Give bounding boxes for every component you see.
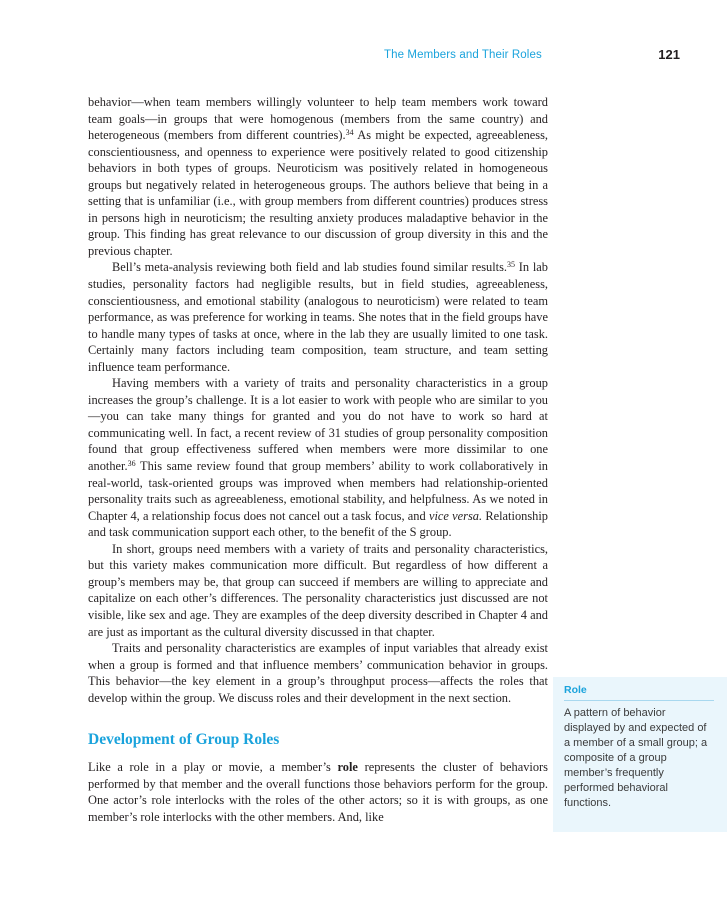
- running-head: The Members and Their Roles: [384, 49, 542, 61]
- paragraph-1-text-b: As might be expected, agreeableness, conscientiousness, and openness to experience were positively related to good citizenship behaviors in both types of groups. Neuroticism was positively related in homogeneous groups but negatively related in heterogeneous groups. The authors believe that being in a setting that is unfamiliar (i.e., with group members from different countries) produces stress in persons high in neuroticism; the resulting anxiety produces maladaptive behavior in the group. This finding has great relevance to our discussion of group diversity in this and the previous chapter.: [88, 128, 548, 258]
- paragraph-3-text-a: Having members with a variety of traits and personality characteristics in a group increases the group’s challenge. It is a lot easier to work with people who are similar to you—you can take many things for granted and you do not have to work so hard at communicating well. In fact, a recent review of 31 studies of group personality composition found that group effectiveness suffered when members were more dissimilar to one another.: [88, 376, 548, 474]
- glossary-term: Role: [564, 684, 714, 701]
- paragraph-2: [88, 259, 548, 375]
- paragraph-4: In short, groups need members with a variety of traits and personality characteristics, but this variety makes communication more difficult. But regardless of how different a group’s members may be, that group can succeed if members are willing to appreciate and capitalize on each other’s differences. The personality characteristics just discussed are not visible, like sex and age. They are examples of the deep diversity described in Chapter 4 and are just as important as the cultural diversity discussed in that chapter.: [88, 541, 548, 639]
- footnote-ref-34[interactable]: 34: [345, 128, 354, 138]
- paragraph-5: Traits and personality characteristics are examples of input variables that already exist when a group is formed and that influence members’ communication behavior in groups. This behavior—the key element in a group’s throughput process—affects the roles that develop within the group. We discuss roles and their development in the next section.: [88, 641, 548, 705]
- paragraph-6-text-a: Like a role in a play or movie, a member’s: [88, 760, 338, 775]
- paragraph-2-text-b: In lab studies, personality factors had negligible results, but in field studies, agreeableness, conscientiousness, and emotional stability (analogous to neuroticism) were related to team performance, as was preference for working in teams. She notes that in the field groups have to handle many types of tasks at once, where in the lab they are usually limited to one task. Certainly many factors including team composition, team structure, and team setting influence team performance.: [88, 260, 548, 374]
- paragraph-3-text-c: Relationship and task communication support each other, to the benefit of the S group.: [88, 508, 548, 540]
- paragraph-1-text-a: behavior—when team members willingly volunteer to help team members work toward team goals—in groups that were homogenous (members from the same country) and heterogeneous (members from different countries).: [88, 95, 548, 143]
- paragraph-2-text-a: Bell’s meta-analysis reviewing both field and lab studies found similar results.: [112, 260, 508, 275]
- paragraph-1: [88, 94, 548, 259]
- glossary-sidebar: [553, 677, 727, 832]
- paragraph-3: [88, 375, 548, 540]
- footnote-ref-35[interactable]: 35: [507, 260, 516, 270]
- page-number: 121: [658, 47, 680, 62]
- paragraph-6: [88, 759, 548, 825]
- glossary-definition: A pattern of behavior displayed by and expected of a member of a small group; a composite of a group member’s frequently performed behavioral functions.: [564, 707, 708, 809]
- paragraph-6-text-b: represents the cluster of behaviors performed by that member and the overall functions those behaviors perform for the group. One actor’s role interlocks with the roles of the other actors; so it is with groups, as one member’s role interlocks with the other members. And, like: [88, 760, 548, 824]
- main-text-column: [88, 94, 548, 825]
- glossary-entry: [564, 684, 714, 811]
- section-heading: Development of Group Roles: [88, 731, 280, 749]
- footnote-ref-36[interactable]: 36: [127, 459, 136, 469]
- key-term-role: role: [337, 760, 358, 775]
- paragraph-3-text-b: This same review found that group members’ ability to work collaboratively in real-world, task-oriented groups was improved when members had relationship-oriented personality traits such as agreeableness, emotional stability, and helpfulness. As we noted in Chapter 4, a relationship focus does not cancel out a task focus, and: [88, 459, 548, 523]
- italic-phrase: vice versa.: [428, 508, 483, 523]
